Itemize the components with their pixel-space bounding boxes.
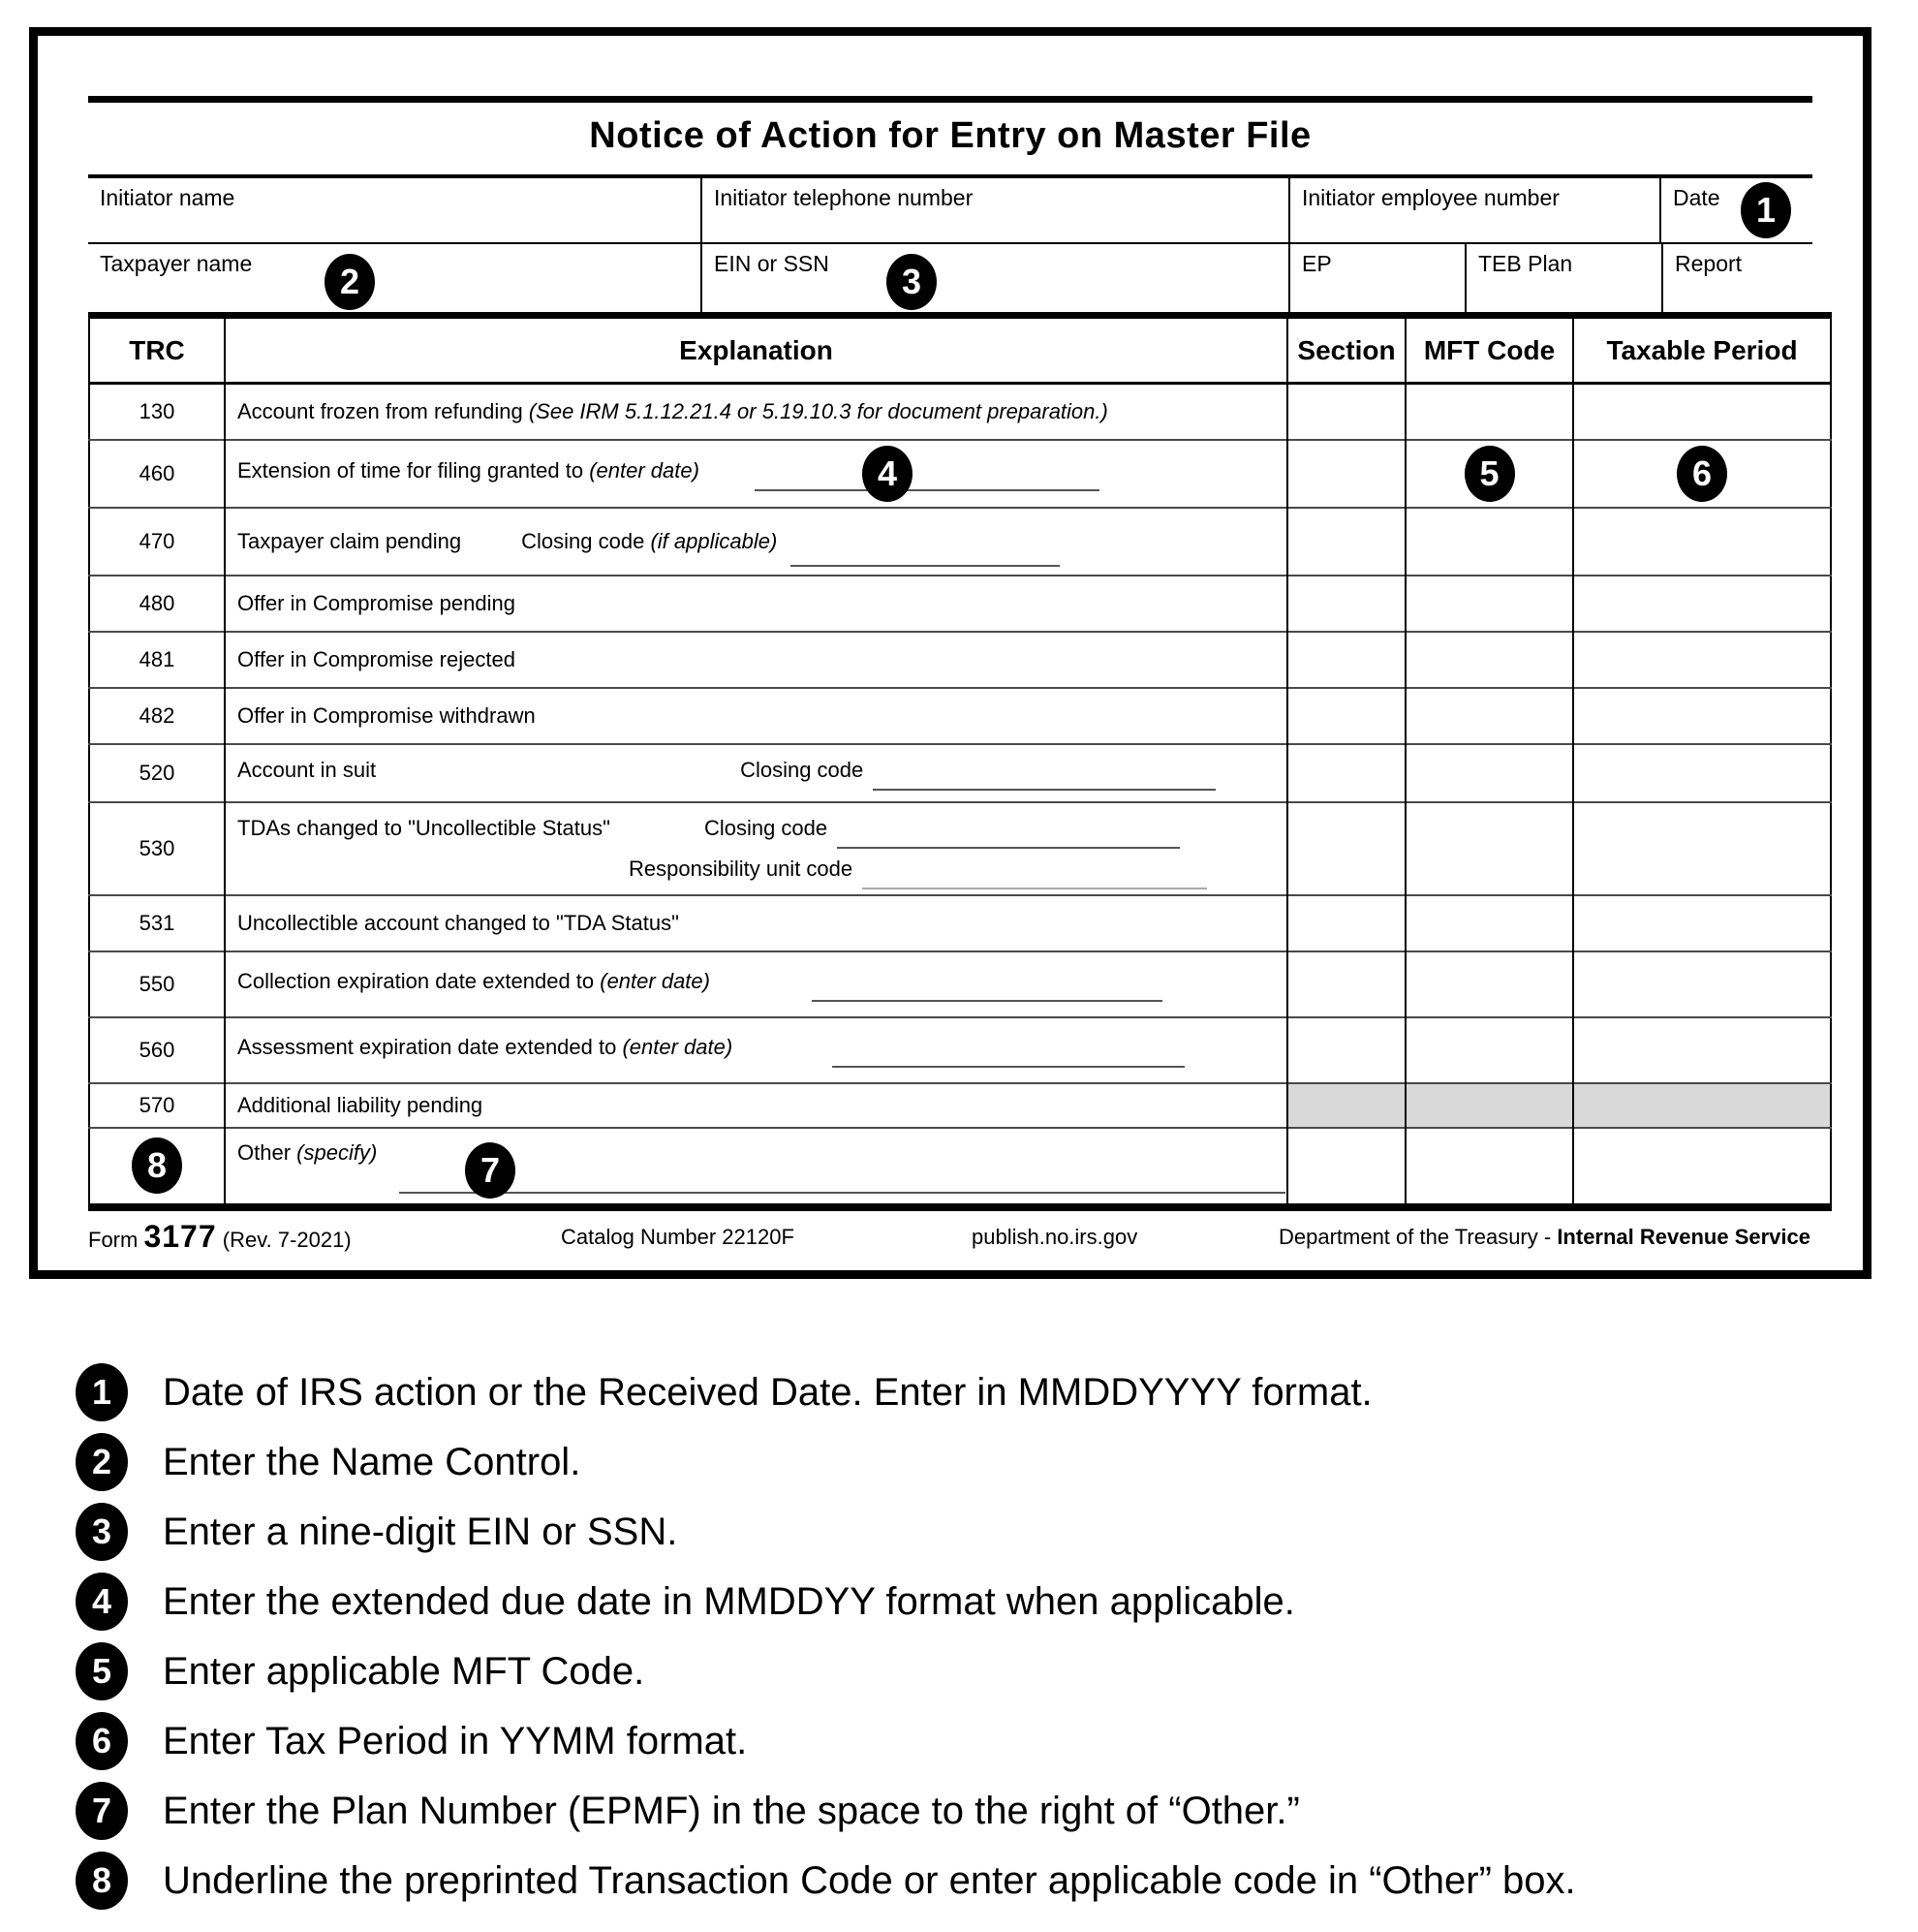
legend-item xyxy=(76,1427,1576,1497)
explanation-text: Offer in Compromise rejected xyxy=(237,646,515,671)
explanation-cell xyxy=(225,1083,1287,1128)
taxable-period-cell[interactable] xyxy=(1573,1083,1831,1128)
legend-text: Enter the Name Control. xyxy=(163,1440,581,1483)
trc-code: 550 xyxy=(89,951,225,1017)
callout-3-legend-badge: 3 xyxy=(76,1503,128,1561)
callout-8-badge: 8 xyxy=(132,1137,182,1194)
section-cell[interactable] xyxy=(1287,895,1406,951)
initiator-employee-number-field[interactable] xyxy=(1288,178,1659,242)
legend-item xyxy=(76,1706,1576,1776)
form-footer xyxy=(88,1211,1812,1258)
table-row xyxy=(89,688,1831,744)
top-rule xyxy=(88,96,1812,103)
legend-text: Enter Tax Period in YYMM format. xyxy=(163,1719,748,1762)
callout-4-badge: 4 xyxy=(862,446,913,502)
initiator-name-field[interactable] xyxy=(88,178,700,242)
table-row xyxy=(89,440,1831,508)
section-cell[interactable] xyxy=(1287,384,1406,440)
taxable-period-cell[interactable] xyxy=(1573,951,1831,1017)
trc-code: 480 xyxy=(89,576,225,632)
explanation-cell xyxy=(225,688,1287,744)
trc-code: 560 xyxy=(89,1017,225,1083)
callout-legend xyxy=(76,1357,1576,1916)
table-row xyxy=(89,895,1831,951)
initiator-name-label: Initiator name xyxy=(100,185,235,210)
mft-code-cell[interactable] xyxy=(1406,744,1573,802)
section-cell[interactable] xyxy=(1287,744,1406,802)
explanation-text: Uncollectible account changed to "TDA Status" xyxy=(237,910,679,935)
form-title: Notice of Action for Entry on Master File xyxy=(589,115,1312,156)
fill-in-blank[interactable] xyxy=(790,563,1060,567)
explanation-text: Closing code xyxy=(740,757,864,782)
report-field[interactable] xyxy=(1661,244,1812,312)
fill-in-blank[interactable] xyxy=(837,845,1180,849)
taxable-period-cell[interactable] xyxy=(1573,1128,1831,1207)
legend-item xyxy=(76,1636,1576,1706)
taxable-period-cell[interactable] xyxy=(1573,802,1831,895)
trc-code: 531 xyxy=(89,895,225,951)
explanation-text: Account frozen from refunding xyxy=(237,398,529,423)
table-row xyxy=(89,1017,1831,1083)
table-row xyxy=(89,744,1831,802)
explanation-cell xyxy=(225,1128,1287,1207)
taxable-period-cell[interactable] xyxy=(1573,895,1831,951)
explanation-text: Offer in Compromise pending xyxy=(237,590,515,615)
section-cell[interactable] xyxy=(1287,1083,1406,1128)
legend-text: Enter the extended due date in MMDDYY format when applicable. xyxy=(163,1579,1295,1623)
table-row xyxy=(89,1083,1831,1128)
ein-ssn-label: EIN or SSN xyxy=(714,251,829,276)
table-row xyxy=(89,632,1831,688)
teb-plan-label: TEB Plan xyxy=(1478,251,1573,276)
mft-code-cell[interactable] xyxy=(1406,688,1573,744)
header-fields xyxy=(88,174,1812,312)
column-header-section: Section xyxy=(1287,316,1406,384)
legend-text: Date of IRS action or the Received Date. Enter in MMDDYYYY format. xyxy=(163,1370,1373,1414)
legend-text: Enter the Plan Number (EPMF) in the space to the right of “Other.” xyxy=(163,1789,1300,1832)
taxpayer-name-label: Taxpayer name xyxy=(100,251,253,276)
callout-7-legend-badge: 7 xyxy=(76,1782,128,1840)
explanation-text: Responsibility unit code xyxy=(629,856,853,881)
publish-site: publish.no.irs.gov xyxy=(972,1224,1138,1249)
irs-text: Internal Revenue Service xyxy=(1557,1224,1810,1249)
explanation-text: Taxpayer claim pending xyxy=(237,528,462,553)
callout-8-legend-badge: 8 xyxy=(76,1852,128,1910)
explanation-text: Extension of time for filing granted to xyxy=(237,457,590,483)
fill-in-blank[interactable] xyxy=(755,487,1099,491)
explanation-text: (if applicable) xyxy=(650,528,778,553)
legend-item xyxy=(76,1846,1576,1916)
legend-item xyxy=(76,1776,1576,1846)
revision-label: (Rev. 7-2021) xyxy=(222,1227,352,1252)
legend-item xyxy=(76,1567,1576,1636)
callout-2-legend-badge: 2 xyxy=(76,1433,128,1491)
explanation-text: (enter date) xyxy=(622,1034,733,1059)
legend-item xyxy=(76,1497,1576,1567)
fill-in-blank[interactable] xyxy=(832,1064,1185,1068)
report-label: Report xyxy=(1675,251,1743,276)
callout-1-legend-badge: 1 xyxy=(76,1363,128,1421)
callout-5-badge: 5 xyxy=(1465,446,1515,502)
transaction-code-table xyxy=(88,312,1832,1211)
explanation-cell xyxy=(225,440,1287,508)
form-number: 3177 xyxy=(143,1218,217,1254)
department-line xyxy=(1279,1225,1810,1250)
explanation-text: TDAs changed to "Uncollectible Status" xyxy=(237,815,610,840)
fill-in-blank[interactable] xyxy=(812,998,1162,1002)
ein-ssn-field[interactable] xyxy=(700,244,1288,312)
initiator-telephone-label: Initiator telephone number xyxy=(714,185,974,210)
taxable-period-cell[interactable] xyxy=(1573,576,1831,632)
explanation-cell xyxy=(225,1017,1287,1083)
section-cell[interactable] xyxy=(1287,440,1406,508)
section-cell[interactable] xyxy=(1287,576,1406,632)
explanation-text: (enter date) xyxy=(600,968,710,993)
trc-code: 481 xyxy=(89,632,225,688)
mft-code-cell[interactable] xyxy=(1406,384,1573,440)
date-field[interactable] xyxy=(1659,178,1812,242)
explanation-cell xyxy=(225,632,1287,688)
table-row xyxy=(89,576,1831,632)
callout-7-badge: 7 xyxy=(465,1142,515,1199)
explanation-text: (specify) xyxy=(296,1139,378,1165)
explanation-text: Collection expiration date extended to xyxy=(237,968,601,993)
explanation-text: Other xyxy=(237,1139,297,1165)
explanation-text: Closing code xyxy=(521,528,651,553)
callout-6-legend-badge: 6 xyxy=(76,1712,128,1770)
trc-code: 520 xyxy=(89,744,225,802)
section-cell[interactable] xyxy=(1287,802,1406,895)
callout-5-legend-badge: 5 xyxy=(76,1642,128,1700)
mft-code-cell[interactable] xyxy=(1406,802,1573,895)
explanation-text: Account in suit xyxy=(237,757,377,782)
section-cell[interactable] xyxy=(1287,1128,1406,1207)
taxable-period-cell[interactable] xyxy=(1573,744,1831,802)
department-text: Department of the Treasury - xyxy=(1278,1224,1558,1249)
column-header-explanation: Explanation xyxy=(225,316,1287,384)
trc-code: 130 xyxy=(89,384,225,440)
explanation-text: Offer in Compromise withdrawn xyxy=(237,702,536,728)
mft-code-cell[interactable] xyxy=(1406,576,1573,632)
ep-label: EP xyxy=(1302,251,1332,276)
explanation-cell xyxy=(225,384,1287,440)
catalog-number: Catalog Number 22120F xyxy=(561,1224,794,1249)
section-cell[interactable] xyxy=(1287,688,1406,744)
explanation-cell xyxy=(225,508,1287,576)
section-cell[interactable] xyxy=(1287,951,1406,1017)
trc-code: 482 xyxy=(89,688,225,744)
column-header-trc: TRC xyxy=(89,316,225,384)
legend-text: Underline the preprinted Transaction Code or enter applicable code in “Other” box. xyxy=(163,1858,1576,1902)
explanation-cell xyxy=(225,744,1287,802)
callout-3-badge: 3 xyxy=(886,254,937,310)
table-row xyxy=(89,802,1831,895)
explanation-text: Closing code xyxy=(703,815,828,840)
taxable-period-cell[interactable] xyxy=(1573,632,1831,688)
explanation-text: (See IRM 5.1.12.21.4 or 5.19.10.3 for document preparation.) xyxy=(528,398,1108,423)
trc-code: 460 xyxy=(89,440,225,508)
trc-code: 530 xyxy=(89,802,225,895)
fill-in-blank[interactable] xyxy=(399,1190,1285,1194)
table-header-row xyxy=(89,316,1831,384)
callout-4-legend-badge: 4 xyxy=(76,1573,128,1631)
form-number-block xyxy=(88,1219,352,1255)
explanation-cell xyxy=(225,576,1287,632)
explanation-cell xyxy=(225,951,1287,1017)
mft-code-cell[interactable] xyxy=(1406,508,1573,576)
callout-2-badge: 2 xyxy=(325,254,375,310)
table-row xyxy=(89,508,1831,576)
explanation-cell xyxy=(225,802,1287,895)
column-header-taxable-period: Taxable Period xyxy=(1573,316,1831,384)
column-header-mft-code: MFT Code xyxy=(1406,316,1573,384)
table-row xyxy=(89,384,1831,440)
initiator-telephone-field[interactable] xyxy=(700,178,1288,242)
trc-code: 470 xyxy=(89,508,225,576)
ep-field[interactable] xyxy=(1288,244,1465,312)
fill-in-blank[interactable] xyxy=(873,787,1216,791)
trc-code: 570 xyxy=(89,1083,225,1128)
explanation-cell xyxy=(225,895,1287,951)
initiator-employee-number-label: Initiator employee number xyxy=(1302,185,1560,210)
mft-code-cell[interactable] xyxy=(1406,895,1573,951)
mft-code-cell[interactable] xyxy=(1406,1017,1573,1083)
mft-code-cell[interactable] xyxy=(1406,632,1573,688)
legend-text: Enter applicable MFT Code. xyxy=(163,1649,645,1693)
date-label: Date xyxy=(1673,185,1720,210)
callout-6-badge: 6 xyxy=(1677,446,1727,502)
teb-plan-field[interactable] xyxy=(1465,244,1661,312)
legend-item xyxy=(76,1357,1576,1427)
mft-code-cell[interactable] xyxy=(1406,1083,1573,1128)
table-row xyxy=(89,951,1831,1017)
form-word: Form xyxy=(88,1227,139,1252)
callout-1-badge: 1 xyxy=(1741,182,1791,238)
fill-in-blank[interactable] xyxy=(862,886,1207,889)
section-cell[interactable] xyxy=(1287,508,1406,576)
taxable-period-cell[interactable] xyxy=(1573,440,1831,508)
section-cell[interactable] xyxy=(1287,1017,1406,1083)
taxable-period-cell[interactable] xyxy=(1573,688,1831,744)
taxable-period-cell[interactable] xyxy=(1573,384,1831,440)
mft-code-cell[interactable] xyxy=(1406,440,1573,508)
section-cell[interactable] xyxy=(1287,632,1406,688)
taxable-period-cell[interactable] xyxy=(1573,508,1831,576)
mft-code-cell[interactable] xyxy=(1406,1128,1573,1207)
explanation-text: (enter date) xyxy=(589,457,699,483)
taxpayer-name-field[interactable] xyxy=(88,244,700,312)
legend-text: Enter a nine-digit EIN or SSN. xyxy=(163,1510,678,1553)
taxable-period-cell[interactable] xyxy=(1573,1017,1831,1083)
explanation-text: Assessment expiration date extended to xyxy=(237,1034,623,1059)
trc-code xyxy=(89,1128,225,1207)
explanation-text: Additional liability pending xyxy=(237,1092,483,1117)
table-row xyxy=(89,1128,1831,1207)
form-3177 xyxy=(29,27,1872,1279)
mft-code-cell[interactable] xyxy=(1406,951,1573,1017)
